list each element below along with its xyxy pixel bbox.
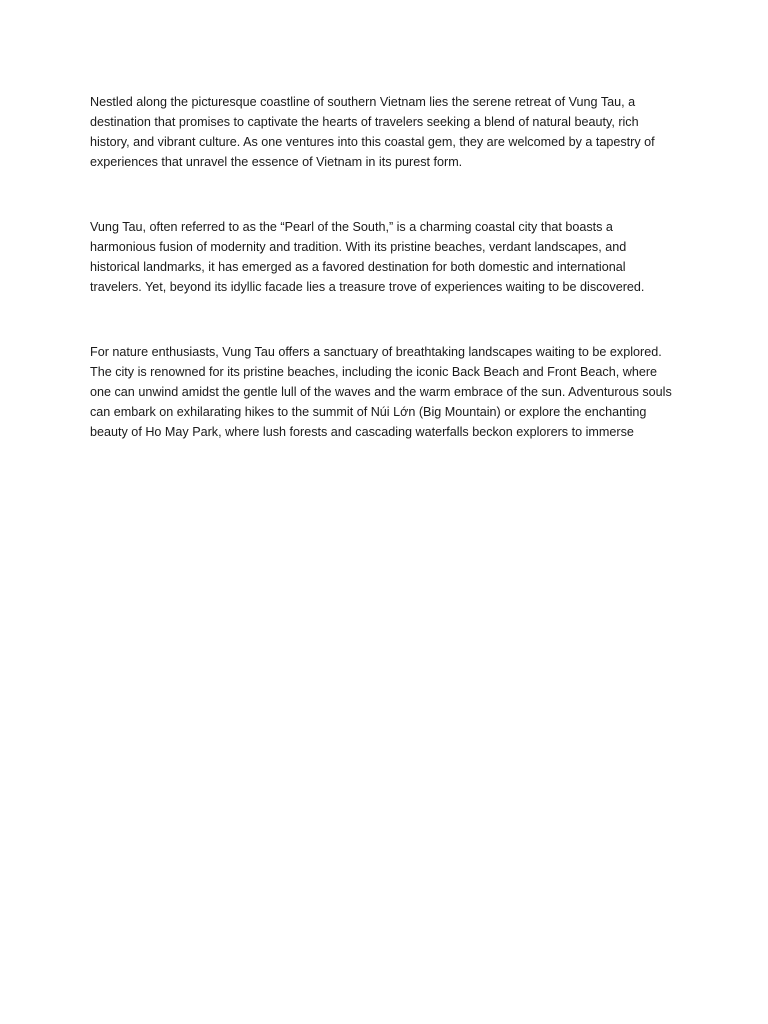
paragraph-pearl-of-the-south [90,217,690,297]
text-line: experiences that unravel the essence of Vietnam in its purest form. [90,155,463,169]
text-line: one can unwind amidst the gentle lull of the waves and the warm embrace of the sun. Adventurous souls [90,385,672,399]
text-line: historical landmarks, it has emerged as a favored destination for both domestic and international [90,260,626,274]
text-line: destination that promises to captivate the hearts of travelers seeking a blend of natural beauty, rich [90,115,639,129]
text-line: travelers. Yet, beyond its idyllic facade lies a treasure trove of experiences waiting to be discovered. [90,280,645,294]
document-body [90,92,690,442]
paragraph-intro [90,92,690,172]
text-line: harmonious fusion of modernity and tradition. With its pristine beaches, verdant landscapes, and [90,240,627,254]
text-line: Vung Tau, often referred to as the “Pearl of the South,” is a charming coastal city that boasts a [90,220,613,234]
text-line: history, and vibrant culture. As one ventures into this coastal gem, they are welcomed by a tapestry of [90,135,655,149]
text-line: The city is renowned for its pristine beaches, including the iconic Back Beach and Front Beach, where [90,365,658,379]
text-line: beauty of Ho May Park, where lush forests and cascading waterfalls beckon explorers to immerse [90,425,634,439]
text-line: For nature enthusiasts, Vung Tau offers a sanctuary of breathtaking landscapes waiting to be explored. [90,345,662,359]
paragraph-nature [90,342,690,442]
text-line: can embark on exhilarating hikes to the summit of Núi Lớn (Big Mountain) or explore the enchanting [90,405,647,419]
text-line: Nestled along the picturesque coastline of southern Vietnam lies the serene retreat of Vung Tau, a [90,95,636,109]
